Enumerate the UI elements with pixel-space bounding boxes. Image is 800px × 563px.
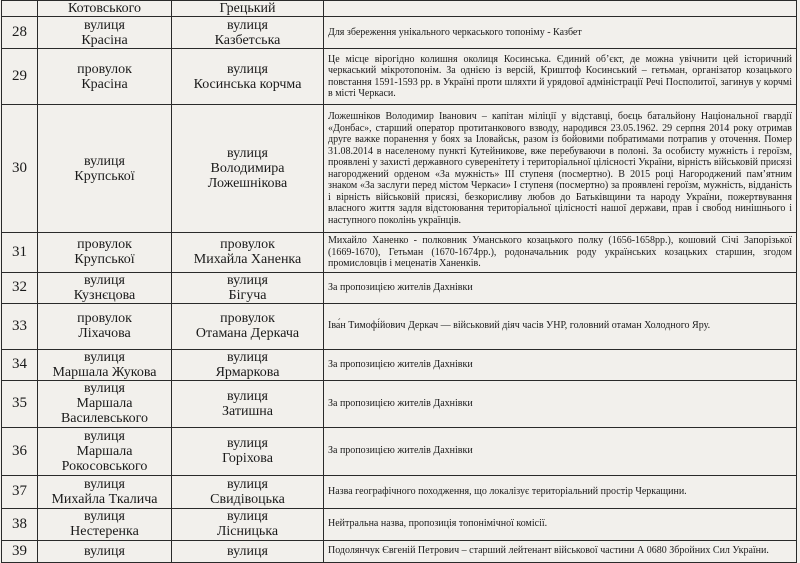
header-reason xyxy=(324,1,797,17)
table-row xyxy=(2,427,797,475)
table-row xyxy=(2,49,797,105)
renaming-table xyxy=(1,0,797,563)
old-street-name xyxy=(38,49,172,105)
new-street-name xyxy=(172,540,324,562)
old-street-title: Кузнєцова xyxy=(73,287,136,303)
new-street-type: вулиця xyxy=(227,146,268,161)
new-street-name xyxy=(172,233,324,273)
row-number: 31 xyxy=(2,233,38,273)
new-street-title: Ярмаркова xyxy=(215,364,280,380)
old-street-type: вулиця xyxy=(84,381,125,396)
new-street-type: вулиця xyxy=(227,17,268,33)
rename-reason: Подолянчук Євгеній Петрович – старший лейтенант військової частини А 0680 Збройних Сил України. xyxy=(324,540,797,562)
old-street-name xyxy=(38,508,172,540)
old-street-name xyxy=(38,303,172,349)
new-street-type: вулиця xyxy=(227,436,268,451)
table-row xyxy=(2,380,797,427)
new-street-type: провулок xyxy=(220,311,275,326)
table-row xyxy=(2,17,797,49)
table-row xyxy=(2,349,797,380)
old-street-title: Красіна xyxy=(81,32,128,48)
rename-reason: Назва географічного походження, що локалізує територіальний простір Черкащини. xyxy=(324,475,797,508)
rename-reason: За пропозицією жителів Дахнівки xyxy=(324,427,797,475)
old-street-title: Крупської xyxy=(74,168,135,184)
old-street-title: Ліхачова xyxy=(78,326,131,341)
old-street-type: вулиця xyxy=(84,543,125,559)
table-row xyxy=(2,303,797,349)
old-street-type: провулок xyxy=(77,237,132,253)
row-number: 34 xyxy=(2,349,38,380)
old-street-name xyxy=(38,380,172,427)
table-row xyxy=(2,272,797,303)
new-street-type: провулок xyxy=(220,237,275,253)
new-street-type: вулиця xyxy=(227,476,268,492)
new-street-title: Володимира Ложешнікова xyxy=(207,161,288,191)
new-street-name xyxy=(172,272,324,303)
table-row xyxy=(2,233,797,273)
new-street-title: Отамана Деркача xyxy=(195,326,300,341)
old-street-name xyxy=(38,105,172,233)
new-street-title: Казбетська xyxy=(214,32,281,48)
rename-reason: Іва́н Тимофі́йович Деркач — військовий діяч часів УНР, головний отаман Холодного Яру. xyxy=(324,303,797,349)
rename-reason: За пропозицією жителів Дахнівки xyxy=(324,380,797,427)
old-street-type: вулиця xyxy=(84,153,125,169)
old-street-type: вулиця xyxy=(84,349,125,365)
old-street-title: Красіна xyxy=(81,76,128,92)
old-street-name xyxy=(38,540,172,562)
old-street-title: Маршала Жукова xyxy=(52,364,157,380)
rename-reason: Михайло Ханенко - полковник Уманського козацького полку (1656-1658рр.), кошовий Січі Запорізької (1669-1670), Гетьман (1670-1674рр.), родоначальник роду українських козацьких старшин, згодом промисловців і меценатів Ханенків. xyxy=(324,233,797,273)
old-street-type: вулиця xyxy=(84,476,125,492)
old-street-type: вулиця xyxy=(84,272,125,288)
old-street-name xyxy=(38,475,172,508)
new-street-name xyxy=(172,49,324,105)
row-number: 29 xyxy=(2,49,38,105)
table-row xyxy=(2,508,797,540)
old-street-name xyxy=(38,233,172,273)
rename-reason: Нейтральна назва, пропозиція топонімічної комісії. xyxy=(324,508,797,540)
row-number: 38 xyxy=(2,508,38,540)
old-street-title: Нестеренка xyxy=(70,524,139,539)
old-street-name xyxy=(38,349,172,380)
new-street-name xyxy=(172,17,324,49)
old-street-name xyxy=(38,427,172,475)
new-street-title: Косинська корчма xyxy=(193,76,302,92)
old-street-type: провулок xyxy=(77,311,132,326)
old-street-title: Маршала Рокосовського xyxy=(61,443,148,474)
row-number: 39 xyxy=(2,540,38,562)
rename-reason: Для збереження унікального черкаського топоніму - Казбет xyxy=(324,17,797,49)
header-old-name: Котовського xyxy=(38,1,172,17)
old-street-type: провулок xyxy=(77,61,132,77)
new-street-type: вулиця xyxy=(227,543,268,559)
header-num-cell xyxy=(2,1,38,17)
old-street-title: Михайла Ткалича xyxy=(51,491,158,507)
new-street-title: Михайла Ханенка xyxy=(193,252,302,268)
new-street-name xyxy=(172,427,324,475)
new-street-title: Лісницька xyxy=(216,524,279,539)
table-row xyxy=(2,540,797,562)
old-street-name xyxy=(38,272,172,303)
new-street-name xyxy=(172,380,324,427)
row-number: 28 xyxy=(2,17,38,49)
new-street-name xyxy=(172,475,324,508)
new-street-type: вулиця xyxy=(227,272,268,288)
new-street-title: Горіхова xyxy=(222,451,273,466)
new-street-type: вулиця xyxy=(227,349,268,365)
new-street-name xyxy=(172,349,324,380)
new-street-title: Затишна xyxy=(222,403,273,419)
row-number: 36 xyxy=(2,427,38,475)
rename-reason: Це місце вірогідно колишня околиця Косинська. Єдиний об’єкт, де можна увічнити цей історичний черкаський мікротопонім. За однією із версій, Криштоф Косинський – гетьман, організатор козацького повстання 1591-1593 рр. в Україні проти шляхти й урядової адміністрації Речі Посполитої, загинув у корчмі в місті Черкаси. xyxy=(324,49,797,105)
old-street-name xyxy=(38,17,172,49)
row-number: 33 xyxy=(2,303,38,349)
old-street-type: вулиця xyxy=(84,17,125,33)
new-street-title: Бігуча xyxy=(228,287,267,303)
old-street-title: Маршала Василевського xyxy=(60,396,149,426)
rename-reason: За пропозицією жителів Дахнівки xyxy=(324,272,797,303)
row-number: 30 xyxy=(2,105,38,233)
new-street-type: вулиця xyxy=(227,388,268,404)
header-new-name: Грецький xyxy=(172,1,324,17)
rename-reason: Ложешніков Володимир Іванович – капітан міліції у відставці, боєць батальйону Національної гвардії «Донбас», старший оператор протитанкового взводу, народився 23.05.1962. 29 серпня 2014 року отримав друге важке поранення у боях за Іловайськ, разом із бойовими побратимами потрапив у оточення. Помер 31.08.2014 в населеному пункті Кутейникове, вже перебуваючи в полоні. За особисту мужність і героїзм, проявлені у захисті державного суверенітету і територіальної цілісності України, вірність військовій присязі нагороджений орденом «За мужність» III ступеня (посмертно). В 2015 році Нагороджений пам’ятним знаком «За заслуги перед містом Черкаси» I ступеня (посмертно) за проявлені героїзм, мужність, відданість і вірність військовій присязі, безкорисливу любов до Батьківщини та народу України, пожертвування власного життя задля відстоювання територіальної цілісності нашої держави, прав і свобод нинішнього і наступного поколінь українців. xyxy=(324,105,797,233)
new-street-type: вулиця xyxy=(227,509,268,524)
new-street-title: Свидівоцька xyxy=(210,491,285,507)
header-row xyxy=(2,1,797,17)
table-row xyxy=(2,475,797,508)
rename-reason: За пропозицією жителів Дахнівки xyxy=(324,349,797,380)
new-street-name xyxy=(172,303,324,349)
table-row xyxy=(2,105,797,233)
row-number: 35 xyxy=(2,380,38,427)
new-street-name xyxy=(172,508,324,540)
old-street-type: вулиця xyxy=(84,428,125,444)
new-street-name xyxy=(172,105,324,233)
row-number: 37 xyxy=(2,475,38,508)
old-street-type: вулиця xyxy=(84,509,125,524)
old-street-title: Крупської xyxy=(74,252,135,268)
new-street-type: вулиця xyxy=(227,61,268,77)
row-number: 32 xyxy=(2,272,38,303)
